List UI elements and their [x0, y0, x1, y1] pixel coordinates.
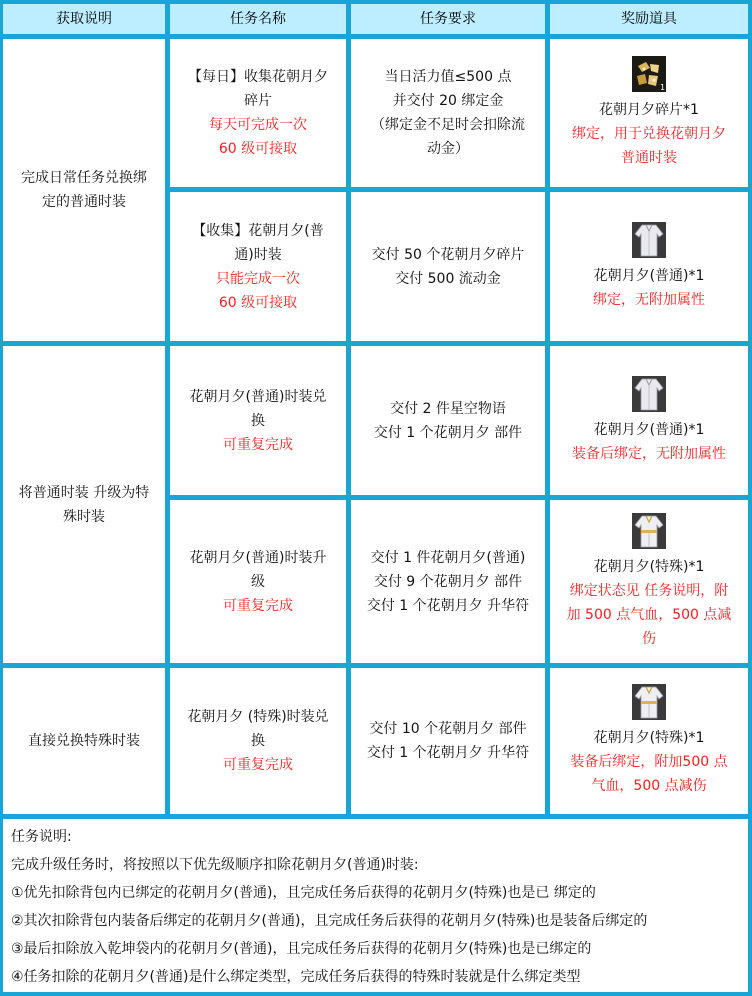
reward-cell: 花朝月夕(普通)*1 装备后绑定，无附加属性 [550, 346, 748, 495]
white-robe-icon [632, 222, 666, 258]
task-name-cell: 花朝月夕(普通)时装升 级 可重复完成 [170, 500, 346, 663]
notes-line: ②其次扣除背包内装备后绑定的花朝月夕(普通)，且完成任务后获得的花朝月夕(特殊)也是装备后绑定的 [11, 913, 648, 929]
group-desc-line: 殊时装 [63, 508, 105, 525]
task-name-cell: 花朝月夕 (特殊)时装兑 换 可重复完成 [170, 668, 346, 814]
reward-name: 花朝月夕碎片*1 [599, 102, 699, 118]
header-cell-reward: 奖励道具 [550, 4, 748, 34]
svg-text:1: 1 [660, 83, 666, 92]
task-name-cell: 【每日】收集花朝月夕 碎片 每天可完成一次 60 级可接取 [170, 39, 346, 187]
group-desc-line: 定的普通时装 [42, 194, 126, 210]
notes-line: 完成升级任务时，将按照以下优先级顺序扣除花朝月夕(普通)时装: [11, 857, 419, 873]
white-robe-gold-icon [632, 684, 666, 720]
task-notes [3, 819, 748, 992]
reward-cell: 花朝月夕(普通)*1 绑定，无附加属性 [550, 192, 748, 341]
group-desc-direct [3, 668, 165, 814]
notes-line: ③最后扣除放入乾坤袋内的花朝月夕(普通)，且完成任务后获得的花朝月夕(特殊)也是已绑定的 [11, 941, 592, 957]
notes-title: 任务说明: [11, 829, 72, 845]
task-name-cell: 【收集】花朝月夕(普 通)时装 只能完成一次 60 级可接取 [170, 192, 346, 341]
group-desc-line: 将普通时装 升级为特 [18, 484, 150, 501]
reward-cell: 花朝月夕(特殊)*1 装备后绑定，附加500 点 气血，500 点减伤 [550, 668, 748, 814]
notes-line: ①优先扣除背包内已绑定的花朝月夕(普通)，且完成任务后获得的花朝月夕(特殊)也是已 绑定的 [11, 885, 596, 901]
task-req-cell: 交付 2 件星空物语 交付 1 个花朝月夕 部件 [351, 346, 545, 495]
reward-name: 花朝月夕(普通)*1 [593, 267, 705, 284]
reward-name: 花朝月夕(普通)*1 [593, 421, 705, 438]
header-cell-name: 任务名称 [170, 4, 346, 34]
task-req-cell: 交付 50 个花朝月夕碎片 交付 500 流动金 [351, 192, 545, 341]
group-desc-daily [3, 39, 165, 341]
group-desc-line: 完成日常任务兑换绑 [21, 170, 147, 186]
reward-name: 花朝月夕(特殊)*1 [593, 558, 705, 575]
white-robe-icon [632, 376, 666, 412]
task-req-cell: 交付 1 件花朝月夕(普通) 交付 9 个花朝月夕 部件 交付 1 个花朝月夕 升华符 [351, 500, 545, 663]
task-req-cell: 交付 10 个花朝月夕 部件 交付 1 个花朝月夕 升华符 [351, 668, 545, 814]
reward-cell: 1 花朝月夕碎片*1 绑定，用于兑换花朝月夕 普通时装 [550, 39, 748, 187]
fragment-pieces-icon [632, 56, 666, 92]
group-desc-line: 直接兑换特殊时装 [28, 733, 140, 749]
header-cell-desc: 获取说明 [3, 4, 165, 34]
white-robe-gold-icon [632, 513, 666, 549]
task-name-cell: 花朝月夕(普通)时装兑 换 可重复完成 [170, 346, 346, 495]
task-req-cell: 当日活力值≤500 点 并交付 20 绑定金 （绑定金不足时会扣除流 动金） [351, 39, 545, 187]
reward-name: 花朝月夕(特殊)*1 [593, 730, 705, 746]
group-desc-upgrade [3, 346, 165, 663]
header-cell-req: 任务要求 [351, 4, 545, 34]
notes-line: ④任务扣除的花朝月夕(普通)是什么绑定类型，完成任务后获得的特殊时装就是什么绑定类型 [11, 969, 581, 985]
reward-cell: 花朝月夕(特殊)*1 绑定状态见 任务说明，附 加 500 点气血，500 点减 伤 [550, 500, 748, 663]
